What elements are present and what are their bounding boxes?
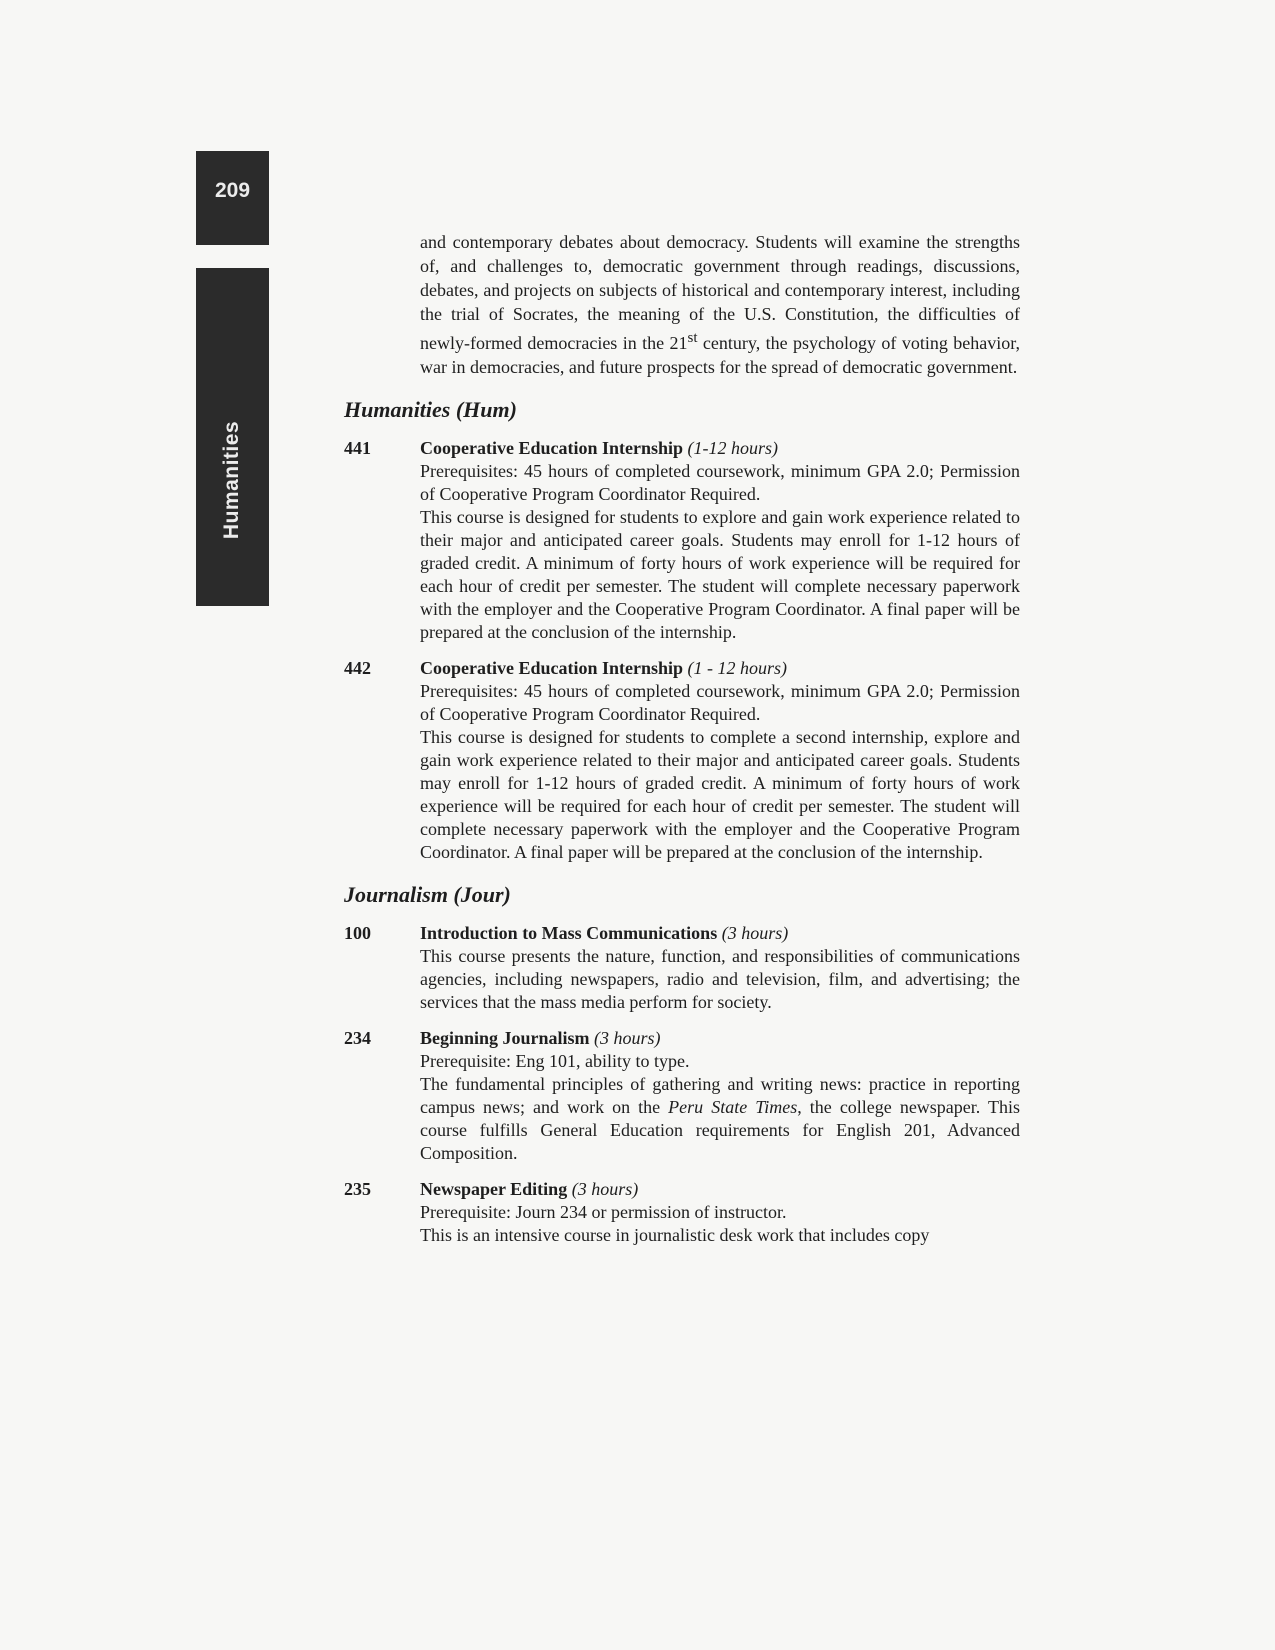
course-body	[420, 657, 1020, 864]
course-entry	[344, 1178, 1020, 1247]
course-hours: (1-12 hours)	[687, 438, 779, 458]
intro-superscript: st	[687, 330, 698, 346]
course-title: Beginning Journalism	[420, 1028, 590, 1048]
course-entry	[344, 922, 1020, 1014]
course-description	[420, 1073, 1020, 1165]
course-prerequisites: Prerequisites: 45 hours of completed coursework, minimum GPA 2.0; Permission of Cooperative Program Coordinator Required.	[420, 681, 1020, 724]
intro-paragraph	[420, 230, 1020, 379]
course-description: This course is designed for students to complete a second internship, explore and gain work experience related to their major and anticipated career goals. Students may enroll for 1-12 hours of graded credit. A minimum of forty hours of work experience will be required for each hour of credit per semester. The student will complete necessary paperwork with the employer and the Cooperative Program Coordinator. A final paper will be prepared at the conclusion of the internship.	[420, 727, 1020, 862]
course-description: This course is designed for students to explore and gain work experience related to their major and anticipated career goals. Students may enroll for 1-12 hours of graded credit. A minimum of forty hours of work experience will be required for each hour of credit per semester. The student will complete necessary paperwork with the employer and the Cooperative Program Coordinator. A final paper will be prepared at the conclusion of the internship.	[420, 507, 1020, 642]
course-prerequisites: Prerequisite: Journ 234 or permission of instructor.	[420, 1202, 787, 1222]
section-side-tab-label: Humanities	[220, 420, 243, 540]
intro-text-part: century, the psychology of voting behavior, war in democracies, and future prospects for the spread of democratic government.	[420, 333, 1020, 377]
page-number: 209	[214, 179, 251, 202]
course-body	[420, 1178, 1020, 1247]
course-title: Cooperative Education Internship	[420, 658, 684, 678]
course-hours: (3 hours)	[571, 1179, 639, 1199]
course-number: 234	[344, 1028, 371, 1048]
course-hours: (1 - 12 hours)	[687, 658, 788, 678]
course-prerequisites: Prerequisites: 45 hours of completed coursework, minimum GPA 2.0; Permission of Cooperative Program Coordinator Required.	[420, 461, 1020, 504]
course-number: 441	[344, 438, 371, 458]
page-number-tab	[196, 151, 269, 245]
course-body	[420, 922, 1020, 1014]
section-heading-humanities: Humanities (Hum)	[344, 397, 517, 422]
course-description: This is an intensive course in journalistic desk work that includes copy	[420, 1225, 930, 1245]
course-number: 235	[344, 1179, 371, 1199]
course-description: This course presents the nature, function, and responsibilities of communications agencies, including newspapers, radio and television, film, and advertising; the services that the mass media perform for society.	[420, 946, 1020, 1012]
description-text-part: The fundamental principles of gathering and writing news: practice in reporting campus news; and work on the	[420, 1074, 1020, 1117]
section-heading-journalism: Journalism (Jour)	[344, 882, 511, 907]
section-side-tab	[196, 268, 269, 606]
course-entry	[344, 1027, 1020, 1165]
course-title: Cooperative Education Internship	[420, 438, 684, 458]
course-body	[420, 1027, 1020, 1165]
course-entry	[344, 437, 1020, 644]
course-number: 442	[344, 658, 371, 678]
catalog-content	[344, 230, 1020, 1260]
course-prerequisites: Prerequisite: Eng 101, ability to type.	[420, 1051, 690, 1071]
intro-text-part: and contemporary debates about democracy. Students will examine the strengths of, and challenges to, democratic government through readings, discussions, debates, and projects on subjects of historical and contemporary interest, including the trial of Socrates, the meaning of the U.S. Constitution, the difficulties of newly-formed democracies in the 21	[420, 232, 1020, 353]
course-body	[420, 437, 1020, 644]
course-number: 100	[344, 923, 371, 943]
course-hours: (3 hours)	[594, 1028, 661, 1048]
description-text-part: , the college newspaper. This course fulfills General Education requirements for English 201, Advanced Composition.	[420, 1097, 1021, 1163]
course-hours: (3 hours)	[721, 923, 789, 943]
newspaper-name: Peru State Times	[668, 1097, 798, 1117]
course-title: Newspaper Editing	[420, 1179, 568, 1199]
course-title: Introduction to Mass Communications	[420, 923, 718, 943]
course-entry	[344, 657, 1020, 864]
